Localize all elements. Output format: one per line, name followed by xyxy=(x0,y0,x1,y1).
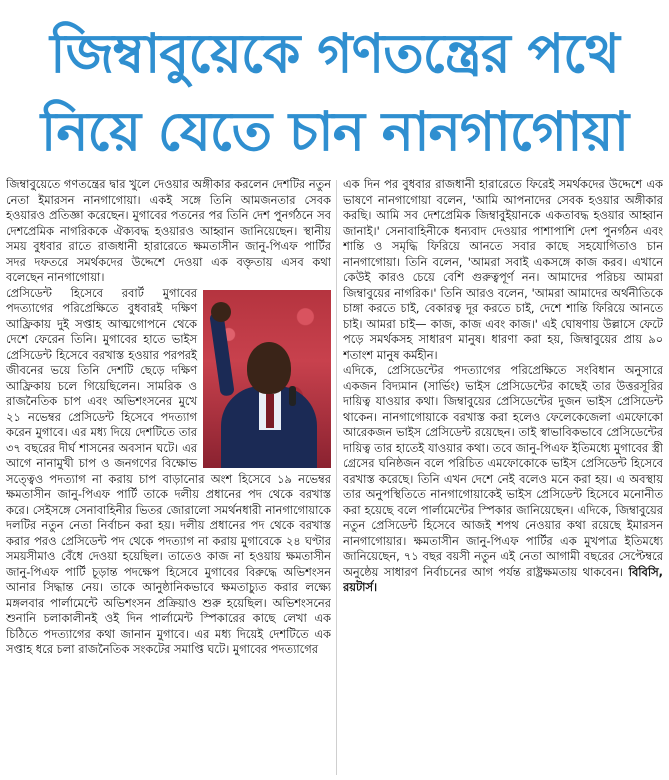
column-divider xyxy=(336,180,337,775)
article-photo xyxy=(203,290,331,468)
article-paragraph: এদিকে, প্রেসিডেন্টের পদত্যাগের পরিপ্রেক্ষিতে সংবিধান অনুসারে একজন বিদ্যমান (সার্ভিং) ভাইস প্রেসিডেন্টের কাছেই তার উত্তরসূরির দায়িত্ব যাওয়ার কথা। জিম্বাবুয়ের প্রেসিডেন্টের দুজন ভাইস প্রেসিডেন্ট থাকেন। নানগাগোয়াকে বরখাস্ত করা হলেও ফেলেকেজেলা এমফোকো আরেকজন ভাইস প্রেসিডেন্ট রয়েছেন। তাই স্বাভাবিকভাবে প্রেসিডেন্টের দায়িত্ব তার হাতেই যাওয়ার কথা। তবে জানু-পিএফ ইতিমধ্যে মুগাবের স্ত্রী গ্রেসের ঘনিষ্ঠজন বলে পরিচিত এমফোকোকে ভাইস প্রেসিডেন্ট হিসেবে বরখাস্ত করেছে। তিনি এখন দেশে নেই বলেও মনে করা হয়। এ অবস্থায় তার অনুপস্থিতিতে নানগাগোয়াকেই ভাইস প্রেসিডেন্ট হিসেবে মনোনীত করা হয়েছে বলে পার্লামেন্টের স্পিকার জানিয়েছেন। এদিকে, জিম্বাবুয়ের নতুন প্রেসিডেন্ট হিসেবে আজই শপথ নেওয়ার কথা রয়েছে ইমারসন নানগাগোয়ার। ক্ষমতাসীন জানু-পিএফ পার্টির এক মুখপাত্র ইতিমধ্যে জানিয়েছেন, ৭১ বছর বয়সী নতুন এই নেতা আগামী বছরের সেপ্টেম্বরে অনুষ্ঠেয় সাধারণ নির্বাচনের আগ পর্যন্ত রাষ্ট্রক্ষমতায় থাকবেন। xyxy=(343,363,663,579)
headline xyxy=(0,0,669,180)
article-paragraph: প্রেসিডেন্ট হিসেবে রবার্ট মুগাবের পদত্যাগের পরিপ্রেক্ষিতে বুধবারই দক্ষিণ আফ্রিকায় দুই সপ্তাহ আত্মগোপনে থেকে দেশে ফেরেন তিনি। মুগাবের হাতে ভাইস প্রেসিডেন্ট হিসেবে বরখাস্ত হওয়ার পরপরই জীবনের ভয়ে তিনি দেশটি ছেড়ে দক্ষিণ আফ্রিকায় চলে গিয়েছিলেন। সামরিক ও রাজনৈতিক চাপ এবং অভিশংসনের মুখে ২১ নভেম্বর প্রেসিডেন্ট হিসেবে পদত্যাগ করেন মুগাবে। এর মধ্য দিয়ে দেশটিতে তার ৩৭ বছরের দীর্ঘ শাসনের অবসান ঘটে। এর আগে নানামুখী চাপ ও জনগণের বিক্ষোভ সত্ত্বেও পদত্যাগ না করায় চাপ বাড়ানোর অংশ হিসেবে ১৯ নভেম্বর ক্ষমতাসীন জানু-পিএফ পার্টি তাকে দলীয় প্রধানের পদ থেকে বরখাস্ত করে। সেইসঙ্গে সেনাবাহিনীর ভিতর জোরালো সমর্থনধারী নানগাগোয়াকে দলটির নতুন নেতা নির্বাচন করা হয়। দলীয় প্রধানের পদ থেকে বরখাস্ত করার পরও প্রেসিডেন্ট পদ থেকে পদত্যাগ না করায় মুগাবেকে ২৪ ঘণ্টার সময়সীমাও বেঁধে দেওয়া হয়েছিল। তাতেও কাজ না হওয়ায় ক্ষমতাসীন জানু-পিএফ পার্টি চূড়ান্ত পদক্ষেপ হিসেবে মুগাবের বিরুদ্ধে অভিশংসন আনার সিদ্ধান্ত নেয়। তাকে আনুষ্ঠানিকভাবে ক্ষমতাচ্যুত করার লক্ষ্যে মঙ্গলবার পার্লামেন্টে অভিশংসন প্রক্রিয়াও শুরু হয়েছিল। অভিশংসনের শুনানি চলাকালীনই ওই দিন পার্লামেন্ট স্পিকারের কাছে লেখা এক চিঠিতে পদত্যাগের কথা জানান মুগাবে। এর মধ্য দিয়েই দেশটিতে এক সপ্তাহ ধরে চলা রাজনৈতিক সংকটের সমাপ্তি ঘটে। মুগাবের পদত্যাগের xyxy=(6,285,331,656)
headline-line-1: জিম্বাবুয়েকে গণতন্ত্রের পথে xyxy=(50,22,619,85)
article-paragraph: এক দিন পর বুধবার রাজধানী হারারেতে ফিরেই সমর্থকদের উদ্দেশে এক ভাষণে নানগাগোয়া বলেন, 'আমি আপনাদের সেবক হওয়ার অঙ্গীকার করছি। আমি সব দেশপ্রেমিক জিম্বাবুইয়ানকে একতাবদ্ধ হওয়ার আহ্বান জানাই।' সেনাবাহিনীকে ধন্যবাদ দেওয়ার পাশাপাশি দেশ পুনর্গঠন এবং শান্তি ও সমৃদ্ধি ফিরিয়ে আনতে সবার কাছে সহযোগিতাও চান নানগাগোয়া। তিনি বলেন, 'আমরা সবাই একসঙ্গে কাজ করব। এখানে কেউই কারও চেয়ে বেশি গুরুত্বপূর্ণ নন। আমাদের পরিচয় আমরা জিম্বাবুয়ের নাগরিক।' তিনি আরও বলেন, 'আমরা আমাদের অর্থনীতিকে চাঙ্গা করতে চাই, বেকারত্ব দূর করতে চাই, দেশে শান্তি ফিরিয়ে আনতে চাই। আমরা চাই— কাজ, কাজ এবং কাজ।' এই ঘোষণায় উল্লাসে ফেটে পড়ে সমর্থকসহ সাধারণ মানুষ। ধারণা করা হয়, জিম্বাবুয়ের প্রায় ৯০ শতাংশ মানুষ কর্মহীন। xyxy=(343,177,663,362)
article-column-left xyxy=(6,177,331,777)
news-credit: বিবিসি, রয়টার্স। xyxy=(343,564,663,594)
headline-line-2: নিয়ে যেতে চান নানগাগোয়া xyxy=(40,100,629,163)
article-paragraph: জিম্বাবুয়েতে গণতন্ত্রের দ্বার খুলে দেওয়ার অঙ্গীকার করলেন দেশটির নতুন নেতা ইমারসন নানগাগোয়া। একই সঙ্গে তিনি আমজনতার সেবক হওয়ারও প্রতিজ্ঞা করেছেন। মুগাবের পতনের পর তিনি দেশ পুনর্গঠনে সব দেশপ্রেমিক নাগরিককে ঐক্যবদ্ধ হওয়ারও আহ্বান জানিয়েছেন। স্থানীয় সময় বুধবার রাতে রাজধানী হারারেতে ক্ষমতাসীন জানু-পিএফ পার্টির সদর দফতরে সমর্থকদের উদ্দেশে দেওয়া এক বক্তৃতায় এসব কথা বলেছেন নানগাগোয়া। xyxy=(6,177,331,284)
article-column-right xyxy=(343,177,663,777)
